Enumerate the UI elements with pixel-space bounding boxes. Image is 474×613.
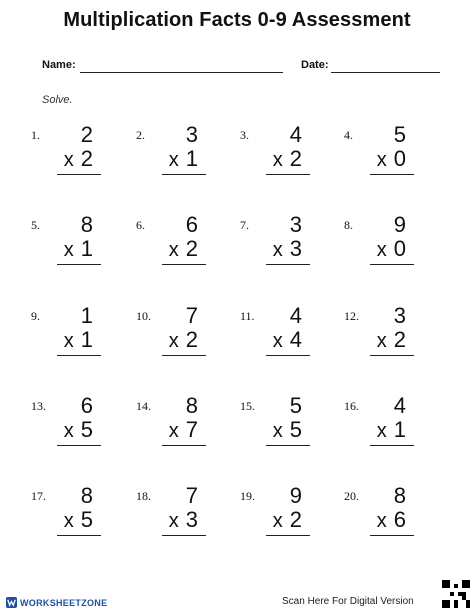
problem-15: [240, 393, 310, 457]
scan-caption: Scan Here For Digital Version: [282, 596, 414, 607]
problem-8: [344, 212, 414, 276]
problem-number: 9.: [31, 309, 40, 323]
problem-3: [240, 122, 310, 186]
multiplicand: 4: [393, 393, 406, 418]
problem-10: [136, 303, 206, 367]
problem-1: [31, 122, 101, 186]
multiplier-row: [377, 236, 406, 262]
problem-number: 18.: [136, 489, 151, 503]
problem-number: 20.: [344, 489, 359, 503]
multiplier-row: [169, 327, 198, 353]
multiplier: 1: [185, 146, 198, 171]
multiplier-row: [169, 507, 198, 533]
multiplicand: 3: [185, 122, 198, 147]
instructions: Solve.: [42, 94, 73, 106]
times-sign: x: [63, 239, 74, 261]
problem-20: [344, 483, 414, 547]
multiplicand: 1: [80, 303, 93, 328]
answer-line[interactable]: [370, 174, 414, 175]
problem-17: [31, 483, 101, 547]
times-sign: x: [168, 330, 179, 352]
multiplicand: 9: [289, 483, 302, 508]
multiplier: 6: [393, 507, 406, 532]
multiplier: 2: [289, 146, 302, 171]
multiplier-row: [273, 236, 302, 262]
multiplier: 1: [393, 417, 406, 442]
multiplier-row: [273, 146, 302, 172]
multiplier-row: [64, 327, 93, 353]
answer-line[interactable]: [57, 355, 101, 356]
multiplier: 3: [185, 507, 198, 532]
problem-number: 16.: [344, 399, 359, 413]
logo-text: WORKSHEETZONE: [20, 597, 108, 608]
multiplier-row: [64, 236, 93, 262]
multiplier: 1: [80, 236, 93, 261]
problem-number: 6.: [136, 218, 145, 232]
times-sign: x: [63, 149, 74, 171]
problem-number: 14.: [136, 399, 151, 413]
multiplier-row: [377, 507, 406, 533]
answer-line[interactable]: [162, 174, 206, 175]
problem-12: [344, 303, 414, 367]
multiplier-row: [169, 417, 198, 443]
multiplier-row: [273, 507, 302, 533]
multiplier-row: [169, 236, 198, 262]
multiplier: 1: [80, 327, 93, 352]
multiplicand: 6: [185, 212, 198, 237]
problem-14: [136, 393, 206, 457]
multiplier-row: [273, 417, 302, 443]
multiplicand: 4: [289, 122, 302, 147]
problem-19: [240, 483, 310, 547]
answer-line[interactable]: [57, 445, 101, 446]
multiplier-row: [169, 146, 198, 172]
times-sign: x: [376, 510, 387, 532]
times-sign: x: [168, 239, 179, 261]
times-sign: x: [272, 420, 283, 442]
multiplier: 5: [80, 417, 93, 442]
times-sign: x: [63, 420, 74, 442]
times-sign: x: [376, 239, 387, 261]
name-label: Name:: [42, 59, 76, 71]
date-label: Date:: [301, 59, 329, 71]
problem-5: [31, 212, 101, 276]
problem-number: 19.: [240, 489, 255, 503]
multiplicand: 7: [185, 483, 198, 508]
answer-line[interactable]: [162, 355, 206, 356]
multiplicand: 5: [289, 393, 302, 418]
answer-line[interactable]: [57, 174, 101, 175]
multiplier: 2: [185, 236, 198, 261]
multiplicand: 8: [185, 393, 198, 418]
times-sign: x: [376, 330, 387, 352]
answer-line[interactable]: [162, 264, 206, 265]
qr-code-icon[interactable]: [442, 580, 470, 608]
problem-number: 4.: [344, 128, 353, 142]
problem-2: [136, 122, 206, 186]
multiplicand: 8: [80, 483, 93, 508]
answer-line[interactable]: [266, 174, 310, 175]
times-sign: x: [168, 149, 179, 171]
problem-6: [136, 212, 206, 276]
multiplier: 0: [393, 236, 406, 261]
problem-number: 15.: [240, 399, 255, 413]
multiplier: 2: [80, 146, 93, 171]
times-sign: x: [63, 330, 74, 352]
answer-line[interactable]: [266, 535, 310, 536]
answer-line[interactable]: [370, 535, 414, 536]
multiplicand: 7: [185, 303, 198, 328]
multiplicand: 3: [393, 303, 406, 328]
multiplier-row: [377, 146, 406, 172]
problem-number: 3.: [240, 128, 249, 142]
problem-number: 12.: [344, 309, 359, 323]
times-sign: x: [168, 420, 179, 442]
problem-number: 17.: [31, 489, 46, 503]
answer-line[interactable]: [370, 264, 414, 265]
problem-number: 5.: [31, 218, 40, 232]
problem-number: 11.: [240, 309, 255, 323]
multiplier: 7: [185, 417, 198, 442]
multiplier: 5: [289, 417, 302, 442]
answer-line[interactable]: [57, 264, 101, 265]
multiplier-row: [273, 327, 302, 353]
problem-number: 10.: [136, 309, 151, 323]
multiplier-row: [377, 327, 406, 353]
multiplicand: 6: [80, 393, 93, 418]
problem-number: 8.: [344, 218, 353, 232]
worksheetzone-logo-icon: [6, 597, 17, 608]
multiplicand: 9: [393, 212, 406, 237]
times-sign: x: [272, 149, 283, 171]
multiplier-row: [64, 146, 93, 172]
times-sign: x: [168, 510, 179, 532]
problem-4: [344, 122, 414, 186]
multiplier: 0: [393, 146, 406, 171]
answer-line[interactable]: [162, 535, 206, 536]
problem-number: 13.: [31, 399, 46, 413]
multiplicand: 8: [80, 212, 93, 237]
multiplier: 2: [185, 327, 198, 352]
worksheetzone-logo: [6, 597, 107, 608]
times-sign: x: [376, 149, 387, 171]
multiplier: 2: [289, 507, 302, 532]
multiplicand: 2: [80, 122, 93, 147]
date-field[interactable]: [331, 72, 440, 73]
problem-11: [240, 303, 310, 367]
problem-7: [240, 212, 310, 276]
name-field[interactable]: [80, 72, 283, 73]
answer-line[interactable]: [266, 445, 310, 446]
problem-number: 1.: [31, 128, 40, 142]
times-sign: x: [376, 420, 387, 442]
answer-line[interactable]: [370, 355, 414, 356]
times-sign: x: [63, 510, 74, 532]
multiplier-row: [64, 417, 93, 443]
answer-line[interactable]: [57, 535, 101, 536]
multiplier: 2: [393, 327, 406, 352]
worksheet-title: Multiplication Facts 0-9 Assessment: [63, 9, 411, 31]
multiplicand: 8: [393, 483, 406, 508]
multiplier: 4: [289, 327, 302, 352]
multiplicand: 5: [393, 122, 406, 147]
multiplier: 5: [80, 507, 93, 532]
multiplier-row: [377, 417, 406, 443]
answer-line[interactable]: [162, 445, 206, 446]
multiplicand: 3: [289, 212, 302, 237]
multiplier: 3: [289, 236, 302, 261]
times-sign: x: [272, 239, 283, 261]
problem-number: 7.: [240, 218, 249, 232]
answer-line[interactable]: [370, 445, 414, 446]
multiplicand: 4: [289, 303, 302, 328]
problem-9: [31, 303, 101, 367]
problem-16: [344, 393, 414, 457]
multiplier-row: [64, 507, 93, 533]
problem-13: [31, 393, 101, 457]
problem-number: 2.: [136, 128, 145, 142]
times-sign: x: [272, 330, 283, 352]
times-sign: x: [272, 510, 283, 532]
problem-18: [136, 483, 206, 547]
answer-line[interactable]: [266, 264, 310, 265]
answer-line[interactable]: [266, 355, 310, 356]
